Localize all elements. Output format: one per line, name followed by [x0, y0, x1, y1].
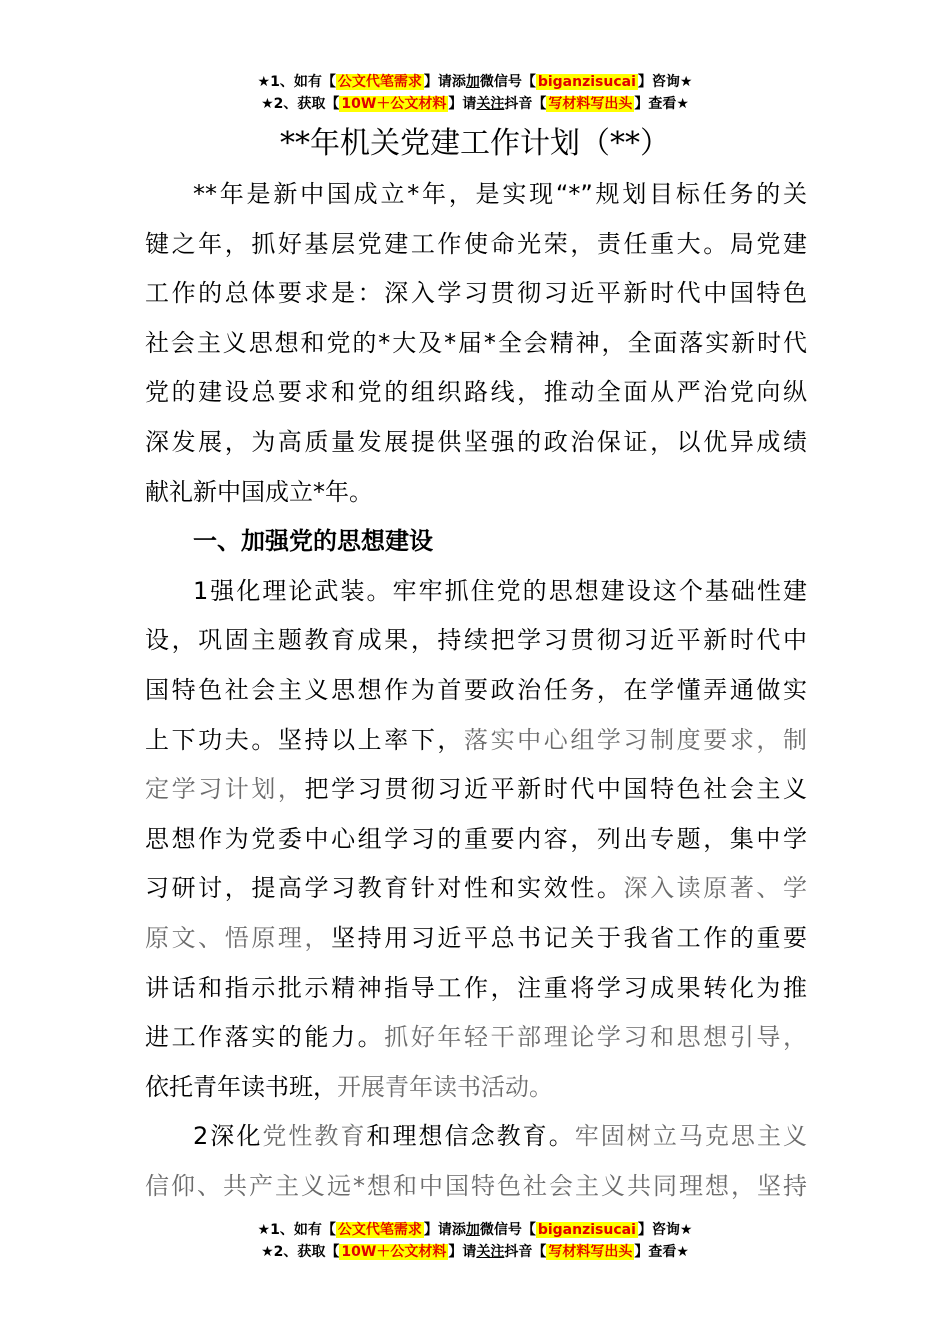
paragraph-line: 定学习计划，把学习贯彻习近平新时代中国特色社会主义 [145, 775, 807, 804]
document-body [145, 170, 807, 1211]
promo-line-2: ★2、获取【 10W＋公文材料 】请关注抖音【 写材料写出头 】查看★ [261, 96, 689, 112]
intro-line: 工作的总体要求是：深入学习贯彻习近平新时代中国特色 [145, 279, 807, 308]
paragraph-line: 依托青年读书班，开展青年读书活动。 [145, 1072, 553, 1101]
paragraph-line: 国特色社会主义思想作为首要政治任务，在学懂弄通做实 [145, 675, 807, 704]
bottom-promo-banner [0, 1219, 950, 1263]
paragraph-line: 信仰、共产主义远*想和中国特色社会主义共同理想，坚持 [145, 1171, 807, 1200]
paragraph-line: 思想作为党委中心组学习的重要内容，列出专题，集中学 [145, 824, 807, 853]
promo-line-1: ★1、如有【 公文代笔需求 】请添加微信号【 biganzisucai 】咨询★ [257, 74, 693, 90]
intro-line: 社会主义思想和党的*大及*届*全会精神，全面落实新时代 [145, 328, 807, 357]
intro-line: **年是新中国成立*年，是实现“*”规划目标任务的关 [193, 180, 807, 208]
promo-highlight-service: 公文代笔需求 [337, 74, 422, 90]
intro-line: 键之年，抓好基层党建工作使命光荣，责任重大。局党建 [145, 229, 807, 258]
intro-line: 党的建设总要求和党的组织路线，推动全面从严治党向纵 [145, 378, 807, 407]
document-title: **年机关党建工作计划（**） [280, 126, 670, 161]
promo-highlight-service: 公文代笔需求 [337, 1222, 422, 1238]
promo-line-2: ★2、获取【 10W＋公文材料 】请关注抖音【 写材料写出头 】查看★ [261, 1244, 689, 1260]
promo-highlight-materials: 10W＋公文材料 [341, 96, 447, 112]
promo-line-1: ★1、如有【 公文代笔需求 】请添加微信号【 biganzisucai 】咨询★ [257, 1222, 693, 1238]
paragraph-line: 1强化理论武装。牢牢抓住党的思想建设这个基础性建 [193, 576, 807, 605]
promo-highlight-wechat-id: biganzisucai [537, 1222, 636, 1238]
intro-line: 献礼新中国成立*年。 [145, 477, 373, 506]
promo-highlight-materials: 10W＋公文材料 [341, 1244, 447, 1260]
paragraph-line: 讲话和指示批示精神指导工作，注重将学习成果转化为推 [145, 973, 807, 1002]
top-promo-banner [0, 71, 950, 115]
paragraph-line: 设，巩固主题教育成果，持续把学习贯彻习近平新时代中 [145, 626, 807, 655]
intro-line: 深发展，为高质量发展提供坚强的政治保证，以优异成绩 [145, 427, 807, 456]
paragraph-line: 习研讨，提高学习教育针对性和实效性。深入读原著、学 [145, 874, 807, 903]
promo-highlight-douyin: 写材料写出头 [548, 96, 633, 112]
paragraph-line: 进工作落实的能力。抓好年轻干部理论学习和思想引导， [145, 1023, 807, 1052]
promo-highlight-douyin: 写材料写出头 [548, 1244, 633, 1260]
promo-highlight-wechat-id: biganzisucai [537, 74, 636, 90]
paragraph-line: 上下功夫。坚持以上率下，落实中心组学习制度要求，制 [145, 725, 807, 754]
paragraph-line: 原文、悟原理，坚持用习近平总书记关于我省工作的重要 [145, 923, 807, 952]
paragraph-line: 2深化党性教育和理想信念教育。牢固树立马克思主义 [193, 1122, 807, 1151]
section-heading: 一、加强党的思想建设 [193, 527, 433, 556]
